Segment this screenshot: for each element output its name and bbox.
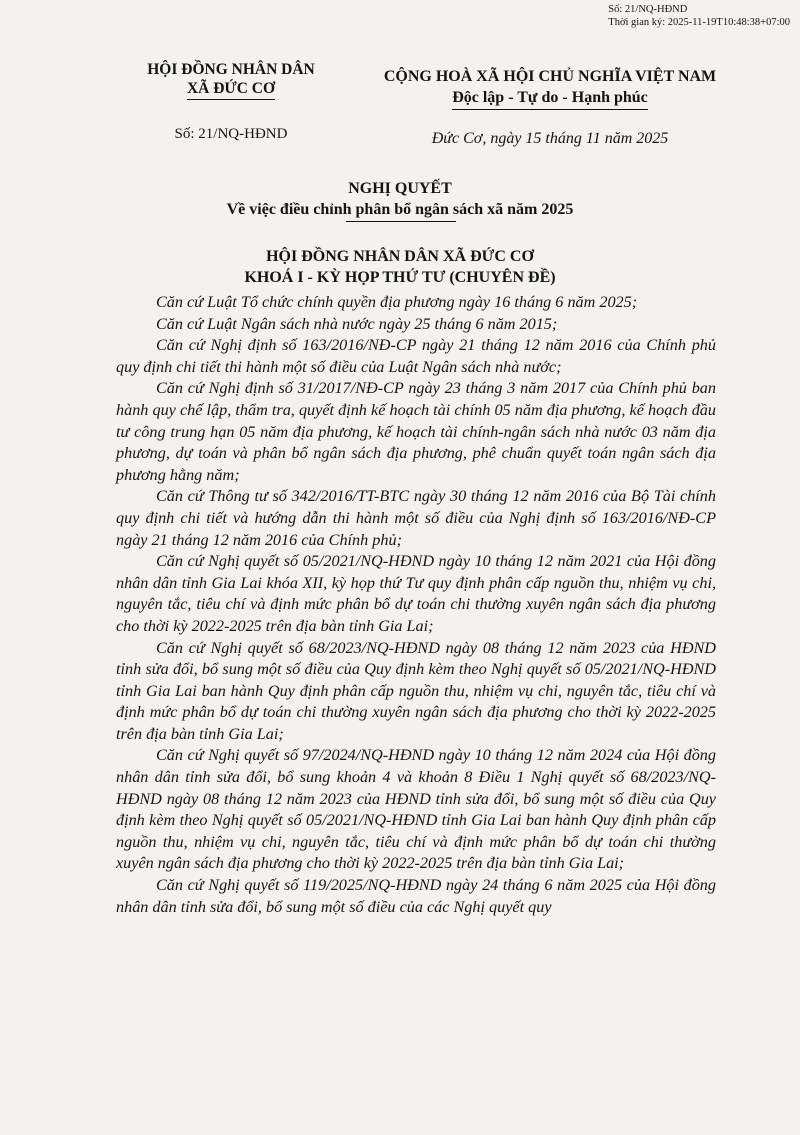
signature-time: Thời gian ký: 2025-11-19T10:48:38+07:00 <box>608 17 790 28</box>
council-line2: KHOÁ I - KỲ HỌP THỨ TƯ (CHUYÊN ĐỀ) <box>244 269 556 286</box>
legal-basis-body <box>116 292 716 918</box>
council-heading <box>0 246 800 288</box>
council-line1: HỘI ĐỒNG NHÂN DÂN XÃ ĐỨC CƠ <box>266 248 534 265</box>
issue-date: Đức Cơ, ngày 15 tháng 11 năm 2025 <box>431 130 669 147</box>
legal-basis-paragraph: Căn cứ Luật Ngân sách nhà nước ngày 25 tháng 6 năm 2015; <box>156 314 558 333</box>
authority-line2: XÃ ĐỨC CƠ <box>187 79 275 100</box>
document-number: Số: 21/NQ-HĐND <box>174 126 288 142</box>
legal-basis-paragraph: Căn cứ Nghị quyết số 68/2023/NQ-HĐND ngày 08 tháng 12 năm 2023 của HĐND tỉnh sửa đổi, bổ sung một số điều của Quy định kèm theo Nghị quyết số 05/2021/NQ-HĐND tỉnh Gia Lai ban hành Quy định phân cấp nguồn thu, nhiệm vụ chi, nguyên tắc, tiêu chí và định mức phân bổ dự toán chi thường xuyên ngân sách địa phương cho thời kỳ 2022-2025 trên địa bàn tỉnh Gia Lai; <box>116 638 716 743</box>
title-sub: Về việc điều chỉnh phân bổ ngân sách xã năm 2025 <box>226 201 574 218</box>
legal-basis-paragraph: Căn cứ Luật Tổ chức chính quyền địa phương ngày 16 tháng 6 năm 2025; <box>156 293 638 311</box>
country-name: CỘNG HOÀ XÃ HỘI CHỦ NGHĨA VIỆT NAM <box>383 68 717 85</box>
legal-basis-paragraph: Căn cứ Nghị quyết số 119/2025/NQ-HĐND ngày 24 tháng 6 năm 2025 của Hội đồng nhân dân tỉnh sửa đổi, bổ sung một số điều của các Nghị quyết quy <box>116 876 716 916</box>
motto: Độc lập - Tự do - Hạnh phúc <box>452 87 648 110</box>
digital-signature-stamp <box>608 3 790 29</box>
national-motto <box>362 66 738 110</box>
legal-basis-paragraph: Căn cứ Nghị định số 31/2017/NĐ-CP ngày 23 tháng 3 năm 2017 của Chính phủ ban hành quy chế lập, thẩm tra, quyết định kế hoạch tài chính 05 năm địa phương, kế hoạch đầu tư công trung hạn 05 năm địa phương, kế hoạch tài chính-ngân sách nhà nước 03 năm địa phương, dự toán và phân bổ ngân sách địa phương, phê chuẩn quyết toán ngân sách địa phương hằng năm; <box>116 379 716 484</box>
legal-basis-paragraph: Căn cứ Thông tư số 342/2016/TT-BTC ngày 30 tháng 12 năm 2016 của Bộ Tài chính quy định chi tiết và hướng dẫn thi hành một số điều của Nghị định số 163/2016/NĐ-CP ngày 21 tháng 12 năm 2016 của Chính phủ; <box>116 487 716 549</box>
legal-basis-paragraph: Căn cứ Nghị quyết số 05/2021/NQ-HĐND ngày 10 tháng 12 năm 2021 của Hội đồng nhân dân tỉnh Gia Lai khóa XII, kỳ họp thứ Tư quy định phân cấp nguồn thu, nhiệm vụ chi, nguyên tắc, tiêu chí và định mức phân bổ dự toán chi thường xuyên ngân sách địa phương cho thời kỳ 2022-2025 trên địa bàn tỉnh Gia Lai; <box>116 552 716 635</box>
signature-doc-number: Số: 21/NQ-HĐND <box>608 4 688 15</box>
issuing-authority <box>126 60 336 100</box>
legal-basis-paragraph: Căn cứ Nghị định số 163/2016/NĐ-CP ngày 21 tháng 12 năm 2016 của Chính phủ quy định chi tiết thi hành một số điều của Luật Ngân sách nhà nước; <box>116 336 716 376</box>
authority-line1: HỘI ĐỒNG NHÂN DÂN <box>147 61 315 78</box>
document-title <box>0 178 800 220</box>
legal-basis-paragraph: Căn cứ Nghị quyết số 97/2024/NQ-HĐND ngày 10 tháng 12 năm 2024 của Hội đồng nhân dân tỉnh sửa đổi, bổ sung khoản 4 và khoản 8 Điều 1 Nghị quyết số 68/2023/NQ-HĐND ngày 08 tháng 12 năm 2023 của HĐND tỉnh sửa đổi, bổ sung một số điều của Quy định kèm theo Nghị quyết số 05/2021/NQ-HĐND tỉnh Gia Lai ban hành Quy định phân cấp nguồn thu, nhiệm vụ chi, nguyên tắc, tiêu chí và định mức phân bổ dự toán chi thường xuyên ngân sách địa phương cho thời kỳ 2022-2025 trên địa bàn tỉnh Gia Lai; <box>116 746 716 873</box>
title-main: NGHỊ QUYẾT <box>348 180 452 197</box>
title-underline <box>346 221 456 222</box>
